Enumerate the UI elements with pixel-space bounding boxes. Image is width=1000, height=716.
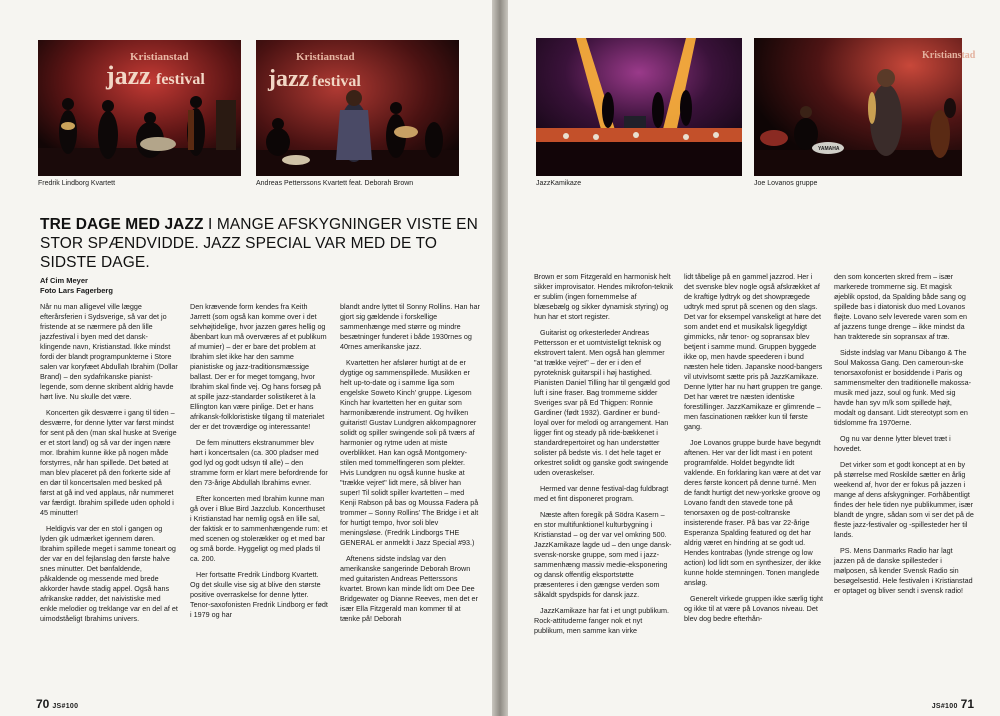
author-credit: Af Cim Meyer [40,276,88,285]
paragraph: Guitarist og orkesterleder Andreas Pettersson er et uomtvisteligt teknisk og ekstrovert talent. Men også han glemmer "at trække vejret" – der er i den ef pyroteknisk guitarspil i høj hastighed. Pianisten Daniel Tilling har til gengæld god luft i sine fraser. Bag trommerne sidder Sveriges svar på Ed Thigpen: Ronnie Gardiner (født 1932). Gardiner er bund-loyal over for melodi og arrangement. Han ligger fint og steady på ride-bækkenet i standardrepertoiret og han understøtter solister på bedste vis. I det hele taget er orkestret solidt og ganske godt swingende uden overaskelser. [534,328,670,477]
photo-caption: Fredrik Lindborg Kvartett [38,180,116,187]
photo-joe-lovano-gruppe [754,38,976,176]
svg-text:jazz: jazz [106,61,151,90]
text-column-5 [684,272,824,630]
svg-text:Kristianstad: Kristianstad [296,51,355,63]
byline [40,276,113,296]
svg-text:Kristianstad: Kristianstad [922,50,976,61]
text-column-2 [190,302,328,626]
paragraph: Brown er som Fitzgerald en harmonisk helt sikker improvisator. Hendes mikrofon-teknik er sublim (ingen fornemmelse af blæsebælg og sikker dynamisk styring) og hun har et stort register. [534,272,674,321]
text-column-1 [40,302,178,630]
text-column-6 [834,272,974,602]
svg-text:festival: festival [156,71,205,88]
paragraph: Aftenens sidste indslag var den amerikanske sangerinde Deborah Brown med guitaristen Andreas Petterssons kvartet. Brown kan minde lidt om Dee Dee Bridgewater og Dianne Reeves, men det er især Ella Fitzgerald man kommer til at tænke på! Deborah [340,554,478,623]
paragraph: Her fortsatte Fredrik Lindborg Kvartett. Og det skulle vise sig at blive den største positive overraskelse for denne lytter. Tenor-saxofonisten Fredrik Lindborg er født i 1979 og har [190,570,328,619]
photo-andreas-pettersson-deborah-brown [256,40,459,176]
svg-text:festival: festival [312,73,361,90]
photo-fredrik-lindborg-kvartett [38,40,241,176]
paragraph: PS. Mens Danmarks Radio har lagt jazzen på de danske spillesteder i mølposen, så kender Svensk Radio sin besøgelsestid. Hele festivalen i Kristianstad er optaget og bliver sendt i svensk radio! [834,546,973,595]
paragraph: lidt tåbelige på en gammel jazzrod. Her i det svenske blev nogle også afskrækket af de kraftige lydtryk og det showprægede udtryk med sprut på scenen og den slags. Det var for eksempel vanskeligt at høre det som andet end et musikalsk ligegyldigt gimmicks, når tenor- og sopransax blev betjent i samme mund. Gruppen byggede ikke op, men havde speederen i bund næsten hele tiden. Japanske nood-bangers vil utvivlsomt sætte pris på JazzKamikaze. Denne lytter har nu hørt gruppen tre gange. Det har været tre næsten identiske forestillinger. JazzKamikaze er glimrende – men fascinationen rækker kun til første gang. [684,272,823,431]
svg-text:jazz: jazz [268,66,310,92]
page-number-right [929,697,974,711]
text-column-3 [340,302,480,630]
photo-caption: JazzKamikaze [536,180,582,187]
headline-bold: TRE DAGE MED JAZZ [40,216,204,233]
headline-subtitle: I MANGE AFSKYGNINGER VISTE EN STOR SPÆNDVIDDE. JAZZ SPECIAL VAR MED DE TO SIDSTE DAGE. [40,216,478,271]
photo-caption: Andreas Petterssons Kvartett feat. Deborah Brown [256,180,414,187]
paragraph: De fem minutters ekstranummer blev hørt i koncertsalen (ca. 300 pladser med god lyd og godt udsyn til alle) – den stramme form er klart mere befordrende for den 73-årige Abdullah Ibrahims evner. [190,438,328,487]
paragraph: Generelt virkede gruppen ikke særlig tight og ikke til at være på Lovanos niveau. Det blev dog bedre efterhån- [684,594,824,623]
photo-credit: Foto Lars Fagerberg [40,286,113,295]
article-headline [40,215,480,272]
paragraph: den som koncerten skred frem – især markerede trommerne sig. Et magisk øjeblik opstod, da Spalding både sang og spillede bas i diatonisk duo med Lovanos fløjte. Lovano selv leverede varen som en af jazzens tunge drenge – ikke mindst da han trakterede sin sopransax af træ. [834,272,968,341]
paragraph: Kvartetten her afslører hurtigt at de er dygtige og sammenspillede. Musikken er helt up-to-date og i samme liga som engelske Soweto Kinch' gruppe. Ligesom Kinch har kvartetten her en guitar som harmonibærende instrument. Og hvilken guitarist! Gustav Lundgren akkompagnorer solidt og spiller swingende soli på tværs af harmonier og rytme uden at miste overblikket. Han kan også Montgomery-stilen med tommelfingeren som plekter. Hvis Lundgren nu også kunne huske at "trække vejret" lidt mere, så bliver han super! Til solidt spiller kvartetten – med Kenji Rabson på bas og Moussa Fadera på trommer – Sonny Rollins' The Bridge i et alt for hurtigt tempo, hvor soli blev meningsløse. (Fredrik Lindborgs THE GENERAL er anmeldt i Jazz Special #93.) [340,358,479,547]
right-page [508,0,1000,716]
paragraph: Hermed var denne festival-dag fuldbragt med et fint disponeret program. [534,484,669,503]
paragraph: JazzKamikaze har fat i et ungt publikum. Rock-attituderne fanger nok et nyt publikum, men samme kan virke [534,606,670,635]
paragraph: Det virker som et godt koncept at en by på størrelse med Roskilde sætter en årlig weekend af, hvor der er fokus på jazzen i mange af dens afskygninger. Forhåbentligt findes der hele tiden nye publikummer, især blandt de yngre, sådan som vi ser det på de fleste jazz-festivaler og -spillesteder her til lands. [834,460,974,539]
paragraph: Næste aften foregik på Södra Kasern – en stor multifunktionel kulturbygning i Kristianstad – og der var vel omkring 500. JazzKamikaze lagde ud – den unge dansk-svensk-norske gruppe, som med i jazz-sammenhæng massiv medie-eksponering og dansk offentlig eksportstøtte præsenteres i den gængse verden som såkaldt spydspids for dansk jazz. [534,510,672,599]
paragraph: Sidste indslag var Manu Dibango & The Soul Makossa Gang. Den cameroun-ske tenorsaxofonist er bosiddende i Paris og sammensmelter den traditionelle makossa-musik med jazz, soul og funk. Med sig havde han syv m/k som spillede højt, modalt og dansant. Lidt stereotypt som en tidslomme fra 1970erne. [834,348,972,427]
paragraph: Efter koncerten med Ibrahim kunne man gå over i Blue Bird Jazzclub. Koncerthuset i Kristianstad har nemlig også en lille sal, der faktisk er to sammenhængende rum: et med scenen og stolerækker og et med bar og små borde. Hyggeligt og med plads til ca. 200. [190,494,328,563]
paragraph: Den krævende form kendes fra Keith Jarrett (som også kan komme over i det selvhøjtidelige, hvor jazzen gøres hellig og åbenbart kun må overværes af et publikum af mumier) – der er bare det problem at Ibrahim slet ikke har den samme pianistiske og jazz-traditionsmæssige ballast. Der er for meget tomgang, hvor Ibrahim skal finde vej. Og hans forsøg på at spille jazz-standarder solistikeret à la Ellington kan være pinlige. Det er hans afrikansk-folkloristiske tilgang til materialet der er det troværdige og interessante! [190,302,327,431]
photo-caption: Joe Lovanos gruppe [754,180,818,187]
page-number-left [36,697,81,711]
paragraph: Koncerten gik desværre i gang til tiden – desværre, for denne lytter var først mindst for sent på den (man skal huske at Sverige er et stort land) og så var der ingen nære mor. Ibrahim kunne ikke på nogen måde forstyrres, når han spillede. Det bøted at man blev placeret på den forkerte side af en dør til koncertsalen med besked på først at gå ind ved applaus, når nummeret var færdigt. Ibrahim spillede uden ophold i 45 minutter! [40,408,177,517]
paragraph: Og nu var denne lytter blevet træt i hovedet. [834,434,951,453]
page-number: 70 [36,697,50,711]
svg-text:YAMAHA: YAMAHA [818,146,840,152]
photo-jazzkamikaze [536,38,742,176]
issue-tag: JS#100 [52,703,79,710]
paragraph: Heldigvis var der en stol i gangen og lyden gik udmærket igennem døren. Ibrahim spillede meget i samme toneart og der var en del fejlanslag den første halve snes minutter. Det bønfaldende, påkaldende og messende med brede akkorder havde stadig appel. Også hans afrikanske rødder, det naivistiske med enkle melodier og treklange var en del af et uimodståeligt Ibrahims univers. [40,524,178,623]
page-number: 71 [960,697,974,711]
svg-text:Kristianstad: Kristianstad [130,51,189,63]
spread-gutter [492,0,508,716]
text-column-4 [534,272,674,642]
issue-tag: JS#100 [931,703,958,710]
paragraph: blandt andre lyttet til Sonny Rollins. Han har gjort sig gældende i forskellige sammenhænge med større og mindre besætninger funderet i både 1930rnes og 40rnes amerikanske jazz. [340,302,480,351]
left-page [0,0,492,716]
paragraph: Joe Lovanos gruppe burde have begyndt aftenen. Her var der lidt mast i en potent programfølde. Holdet begyndte lidt vaklende. En forklaring kan være at det var deres første koncert på denne turné. Men de fandt hurtigt det new-yorkske groove og Lovano fandt den stavede tone på tenorsaxen og de post-coltranske insisterende fraser. På bas var 22-årige Esperanza Spalding featured og det har aldrig været en hindring at se godt ud. Hendes kontrabas (lynde strenge og low action) lod lidt som en synthesizer, der ikke kunne holde stemningen. Tonen manglede ansløg. [684,438,822,587]
paragraph: Når nu man alligevel ville lægge efterårsferien i Sydsverige, så var det jo fristende at se nærmere på den lille jazzfestival i byen med det dansk-klingende navn, Kristianstad. Ikke mindst fordi der blandt programpunkterne i Store salen var koryfæet Abdullah Ibrahim (Dollar Brand) – den sydafrikanske pianist-legende, som denne skribent aldrig havde hørt live. Nu skulle det være. [40,302,178,401]
